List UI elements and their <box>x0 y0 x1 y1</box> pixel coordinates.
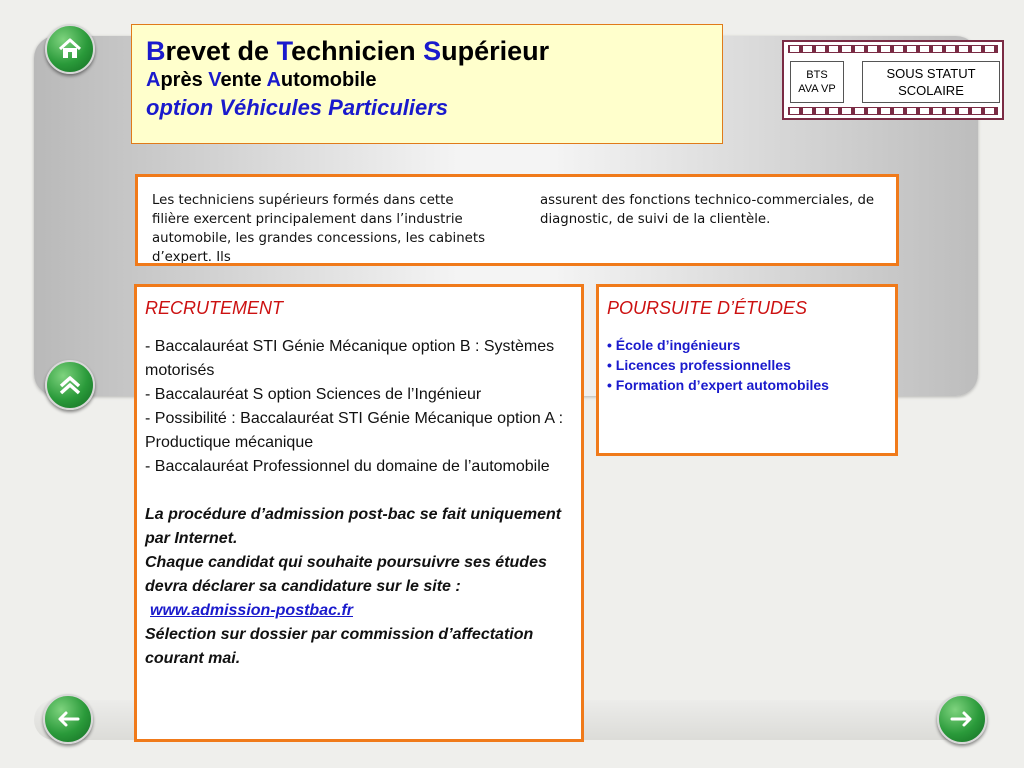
selection-text: Sélection sur dossier par commission d’affectation courant mai. <box>145 626 534 667</box>
arrow-right-icon <box>949 706 975 732</box>
title-line-3 <box>146 93 708 123</box>
stamp-border-bottom <box>788 107 998 115</box>
stamp-border-top <box>788 45 998 53</box>
list-item: - Baccalauréat S option Sciences de l’Ingénieur <box>145 386 482 403</box>
admission-postbac-link[interactable]: www.admission-postbac.fr <box>150 602 353 619</box>
recrutement-list <box>145 335 573 479</box>
title-cap: B <box>146 36 166 66</box>
list-item: • École d’ingénieurs <box>607 337 741 353</box>
title-text: echnicien <box>291 36 424 66</box>
list-item: • Licences professionnelles <box>607 357 791 373</box>
title-cap: V <box>208 69 221 91</box>
title-box <box>131 24 723 144</box>
stamp-bts-line1: BTS <box>806 69 828 81</box>
title-text: revet de <box>165 36 277 66</box>
title-cap: A <box>266 69 281 91</box>
home-icon <box>57 36 83 62</box>
list-item: - Possibilité : Baccalauréat STI Génie Mécanique option A : Productique mécanique <box>145 410 564 451</box>
title-text: upérieur <box>441 36 550 66</box>
recrutement-heading: RECRUTEMENT <box>145 298 283 318</box>
next-button[interactable] <box>937 694 987 744</box>
stamp-status-line2: SCOLAIRE <box>898 83 964 98</box>
poursuite-list <box>607 335 887 395</box>
list-item: • Formation d’expert automobiles <box>607 377 829 393</box>
intro-column-2: assurent des fonctions technico-commerciales, de diagnostic, de suivi de la clientèle. <box>540 193 875 227</box>
arrow-left-icon <box>55 706 81 732</box>
home-button[interactable] <box>45 24 95 74</box>
title-text: option <box>146 95 220 120</box>
bts-stamp <box>782 40 1004 120</box>
poursuite-box <box>596 284 898 456</box>
previous-button[interactable] <box>43 694 93 744</box>
title-cap: A <box>146 69 161 91</box>
title-line-2 <box>146 67 708 93</box>
stamp-bts-label <box>790 61 844 103</box>
stamp-status-label <box>862 61 1000 103</box>
title-cap: S <box>423 36 442 66</box>
scroll-up-button[interactable] <box>45 360 95 410</box>
double-chevron-up-icon <box>57 372 83 398</box>
poursuite-heading: POURSUITE D’ÉTUDES <box>607 298 808 318</box>
stamp-bts-line2: AVA VP <box>798 83 836 95</box>
title-cap: P <box>328 95 343 120</box>
title-text: éhicules <box>234 95 329 120</box>
title-cap: V <box>219 95 234 120</box>
candidature-text: Chaque candidat qui souhaite poursuivre ses études devra déclarer sa candidature sur le site : <box>145 554 547 595</box>
recrutement-box <box>134 284 584 742</box>
intro-box <box>135 174 899 266</box>
title-cap: T <box>276 36 292 66</box>
title-line-1 <box>146 35 708 67</box>
title-text: utomobile <box>280 69 377 91</box>
admission-text: La procédure d’admission post-bac se fait uniquement par Internet. <box>145 506 562 547</box>
title-text: articuliers <box>342 95 449 120</box>
list-item: - Baccalauréat STI Génie Mécanique option B : Systèmes motorisés <box>145 338 555 379</box>
title-text: près <box>160 69 209 91</box>
intro-column-1: Les techniciens supérieurs formés dans cette filière exercent principalement dans l’industrie automobile, les grandes concessions, les cabinets d’expert. Ils <box>152 193 485 265</box>
list-item: - Baccalauréat Professionnel du domaine de l’automobile <box>145 458 550 475</box>
title-text: ente <box>220 69 267 91</box>
stamp-status-line1: SOUS STATUT <box>886 66 976 81</box>
